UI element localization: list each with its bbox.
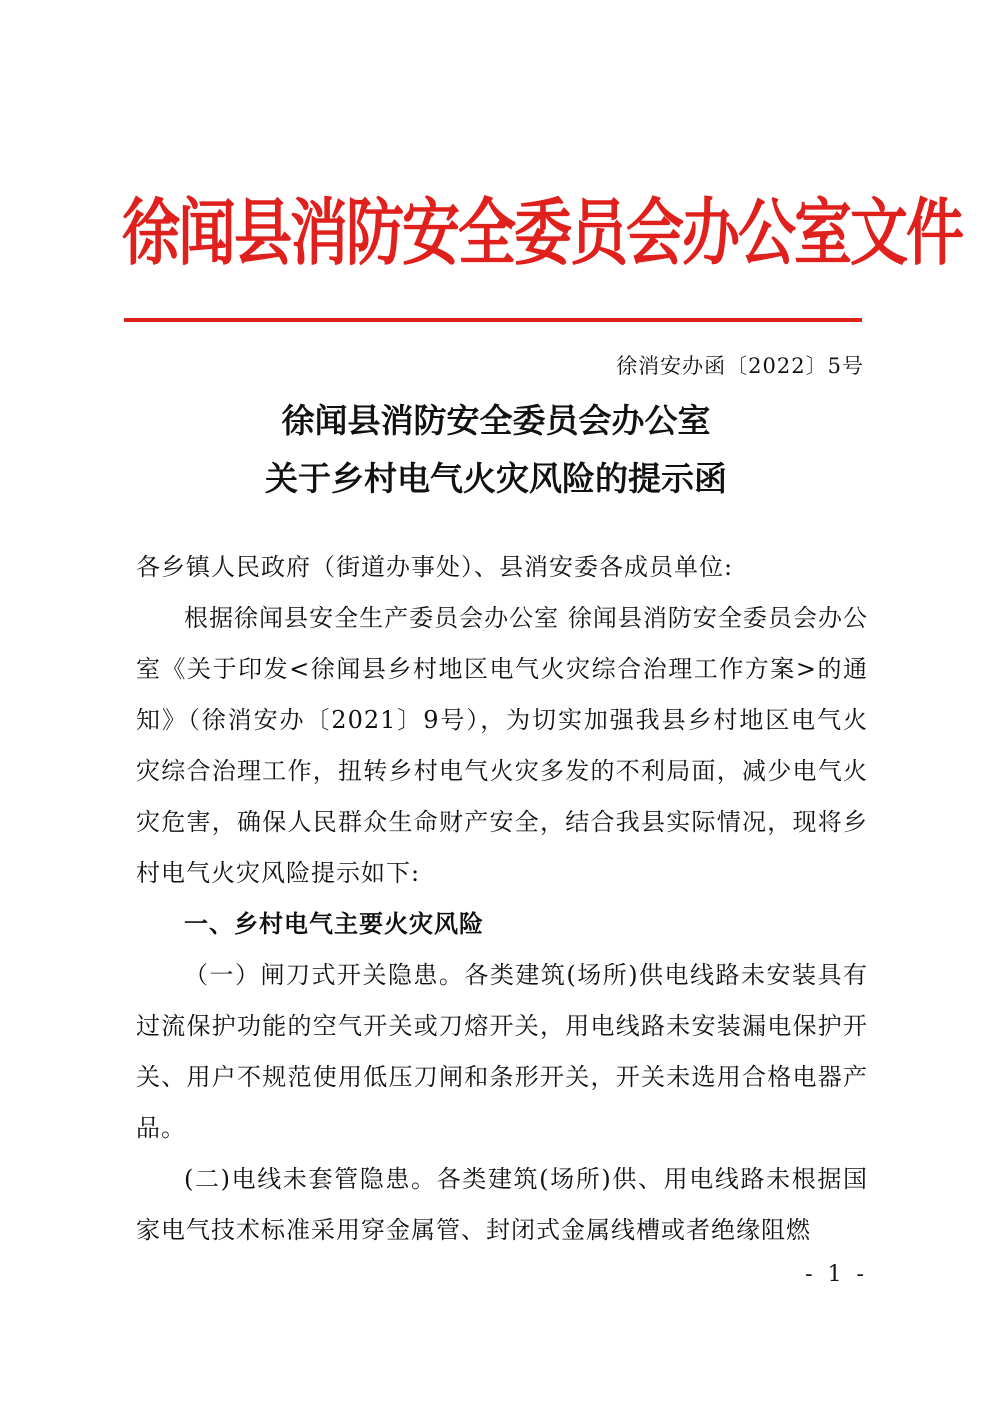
document-body xyxy=(136,542,868,1256)
paragraph-item-2: (二)电线未套管隐患。各类建筑(场所)供、用电线路未根据国家电气技术标准采用穿金属管、封闭式金属线槽或者绝缘阻燃 xyxy=(136,1165,868,1244)
title-line-2: 关于乡村电气火灾风险的提示函 xyxy=(265,459,727,498)
paragraph-intro: 根据徐闻县安全生产委员会办公室 徐闻县消防安全委员会办公室《关于印发<徐闻县乡村地区电气火灾综合治理工作方案>的通知》（徐消安办〔2021〕9号），为切实加强我县乡村地区电气火灾综合治理工作，扭转乡村电气火灾多发的不利局面，减少电气火灾危害，确保人民群众生命财产安全，结合我县实际情况，现将乡村电气火灾风险提示如下: xyxy=(136,604,868,887)
document-title xyxy=(124,392,868,508)
section-heading-1: 一、乡村电气主要火灾风险 xyxy=(184,910,484,938)
paragraph-item-1: （一）闸刀式开关隐患。各类建筑(场所)供电线路未安装具有过流保护功能的空气开关或刀熔开关，用电线路未安装漏电保护开关、用户不规范使用低压刀闸和条形开关，开关未选用合格电器产品。 xyxy=(136,961,868,1142)
red-separator-line xyxy=(124,318,862,322)
title-line-1: 徐闻县消防安全委员会办公室 xyxy=(281,401,711,440)
salutation: 各乡镇人民政府（街道办事处）、县消安委各成员单位: xyxy=(136,553,734,581)
document-number: 徐消安办函〔2022〕5号 xyxy=(616,354,864,378)
issuer-title: 徐闻县消防安全委员会办公室文件 xyxy=(122,190,963,276)
page-number: - 1 - xyxy=(805,1262,868,1287)
